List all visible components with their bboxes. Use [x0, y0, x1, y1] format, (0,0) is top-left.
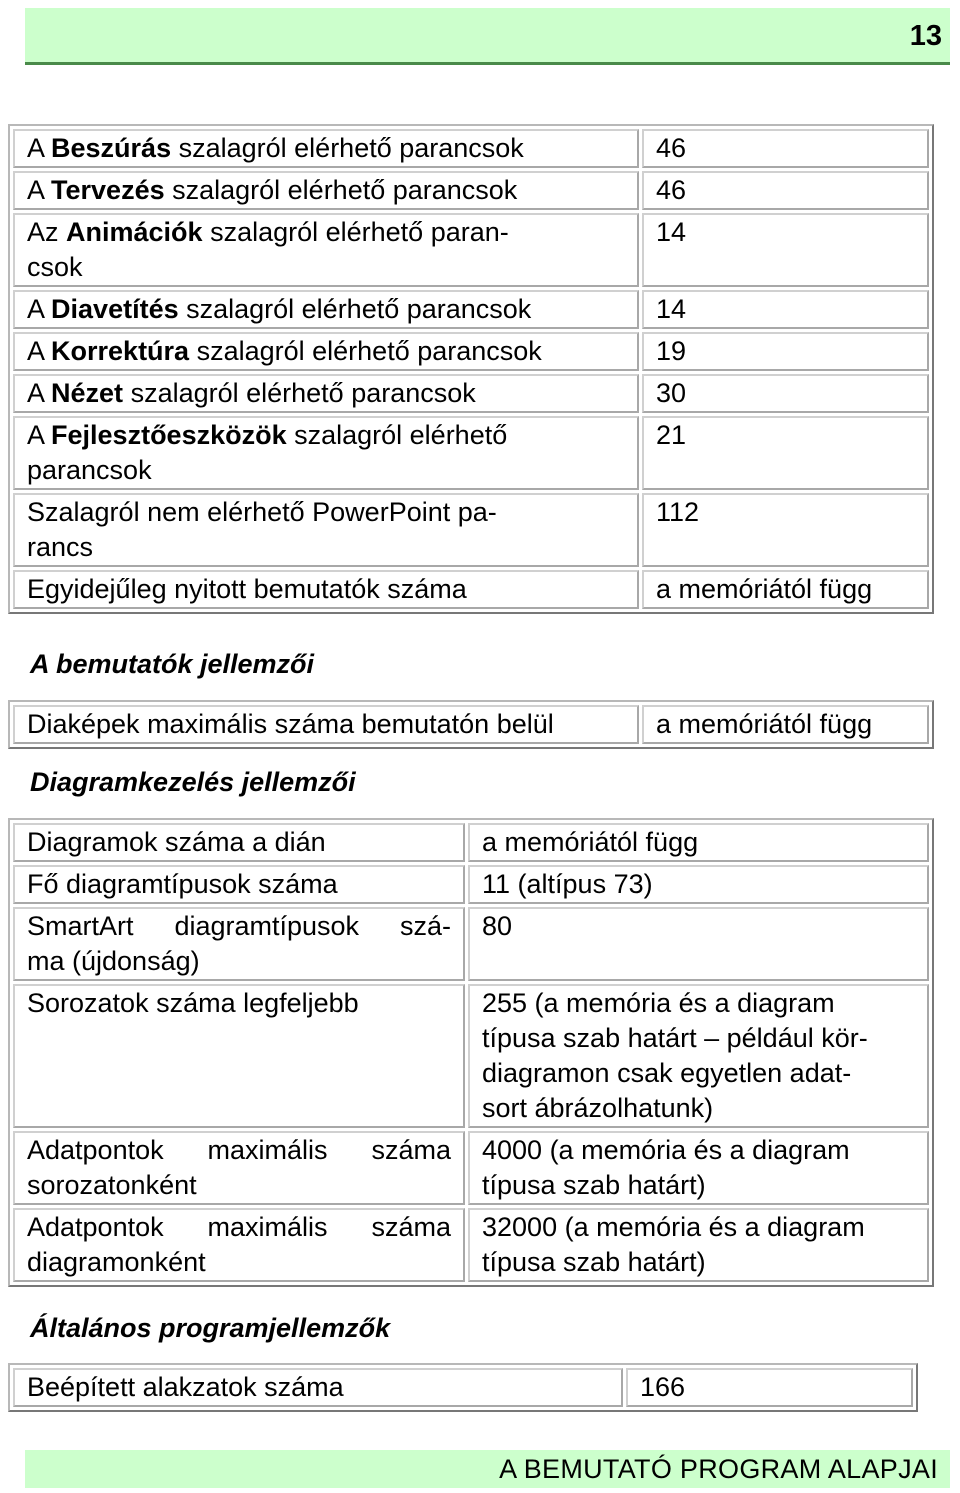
page-footer: [25, 1450, 950, 1488]
table-row: [13, 823, 929, 862]
table-row: [13, 374, 929, 413]
row-label: SmartArt diagramtípusok szá- ma (újdonság): [13, 907, 465, 981]
row-label: Adatpontok maximális száma sorozatonként: [13, 1131, 465, 1205]
row-label: A Diavetítés szalagról elérhető parancsok: [13, 290, 639, 329]
row-value: 14: [642, 290, 929, 329]
section-title: A bemutatók jellemzői: [30, 649, 315, 679]
table-row: [13, 570, 929, 609]
row-label: Sorozatok száma legfeljebb: [13, 984, 465, 1128]
row-value: 21: [642, 416, 929, 490]
row-value: 14: [642, 213, 929, 287]
row-value: 112: [642, 493, 929, 567]
chart-features-table: [8, 818, 934, 1287]
table-row: [13, 213, 929, 287]
section-title: Általános programjellemzők: [30, 1313, 391, 1343]
table-row: [13, 907, 929, 981]
row-label: A Tervezés szalagról elérhető parancsok: [13, 171, 639, 210]
row-value: 80: [468, 907, 929, 981]
table-row: [13, 290, 929, 329]
presentation-features-table: [8, 700, 934, 749]
table-row: [13, 1368, 913, 1407]
row-value: a memóriától függ: [642, 705, 929, 744]
row-label: Adatpontok maximális száma diagramonként: [13, 1208, 465, 1282]
row-label: A Fejlesztőeszközök szalagról elérhető parancsok: [13, 416, 639, 490]
section-title: Diagramkezelés jellemzői: [30, 767, 356, 797]
table-row: [13, 865, 929, 904]
row-label: Diagramok száma a dián: [13, 823, 465, 862]
row-label: Fő diagramtípusok száma: [13, 865, 465, 904]
row-value: 32000 (a memória és a diagram típusa szab határt): [468, 1208, 929, 1282]
row-value: 4000 (a memória és a diagram típusa szab határt): [468, 1131, 929, 1205]
row-label: Beépített alakzatok száma: [13, 1368, 623, 1407]
row-value: 30: [642, 374, 929, 413]
table-row: [13, 416, 929, 490]
row-value: 255 (a memória és a diagram típusa szab határt – például kör- diagramon csak egyetlen adat- sort ábrázolhatunk): [468, 984, 929, 1128]
row-value: 46: [642, 171, 929, 210]
table-row: [13, 1131, 929, 1205]
row-label: A Nézet szalagról elérhető parancsok: [13, 374, 639, 413]
table-row: [13, 1208, 929, 1282]
row-value: 11 (altípus 73): [468, 865, 929, 904]
row-label: Egyidejűleg nyitott bemutatók száma: [13, 570, 639, 609]
ribbon-commands-table: [8, 124, 934, 614]
row-label: Szalagról nem elérhető PowerPoint pa- rancs: [13, 493, 639, 567]
page-header: [25, 8, 950, 65]
general-features-table: [8, 1363, 918, 1412]
footer-title: A BEMUTATÓ PROGRAM ALAPJAI: [499, 1454, 938, 1484]
table-row: [13, 984, 929, 1128]
row-value: a memóriától függ: [468, 823, 929, 862]
row-label: Diaképek maximális száma bemutatón belül: [13, 705, 639, 744]
row-label: A Beszúrás szalagról elérhető parancsok: [13, 129, 639, 168]
table-row: [13, 171, 929, 210]
row-value: 166: [626, 1368, 913, 1407]
table-row: [13, 129, 929, 168]
row-label: A Korrektúra szalagról elérhető parancsok: [13, 332, 639, 371]
row-value: a memóriától függ: [642, 570, 929, 609]
row-value: 46: [642, 129, 929, 168]
table-row: [13, 705, 929, 744]
table-row: [13, 493, 929, 567]
row-value: 19: [642, 332, 929, 371]
table-row: [13, 332, 929, 371]
page-number: 13: [909, 20, 942, 52]
row-label: Az Animációk szalagról elérhető paran- csok: [13, 213, 639, 287]
